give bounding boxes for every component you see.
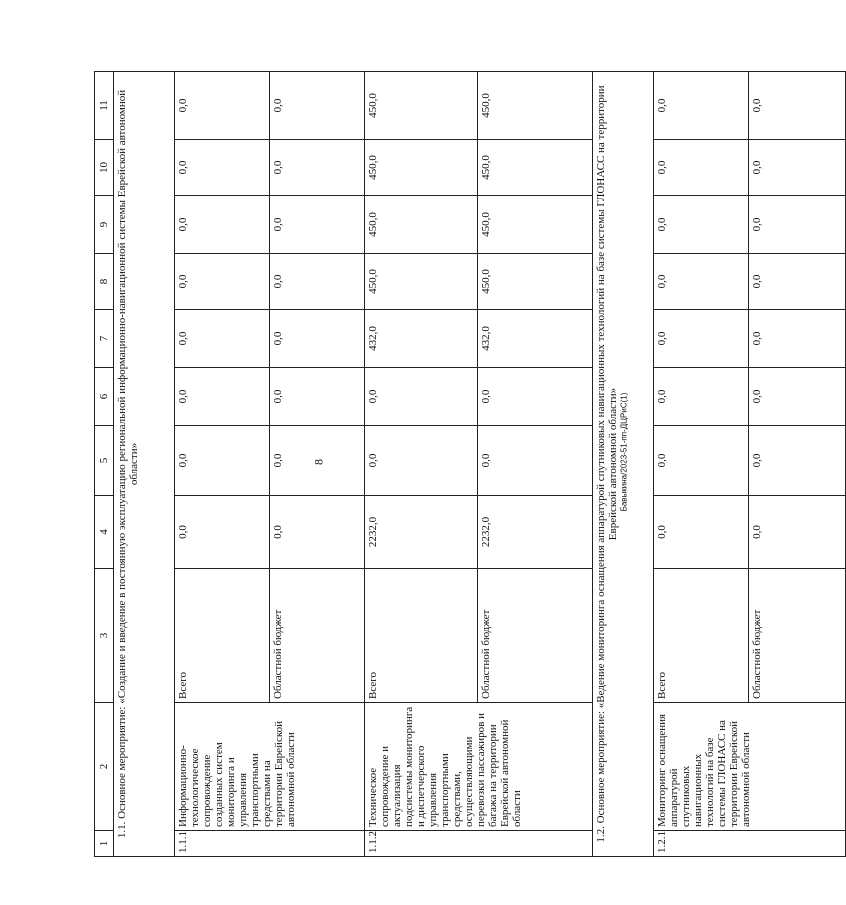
- data-row: [365, 72, 478, 857]
- item-name: Техническое сопровождение и актуализация подсистемы мониторинга и диспетчерского управления транспортными средствами, осуществляющими перевозки пассажиров и багажа на территории Еврейской автономной области: [365, 703, 593, 831]
- value-cell: 450,0: [478, 254, 593, 310]
- value-cell: 0,0: [175, 140, 270, 196]
- value-cell: 0,0: [175, 254, 270, 310]
- value-cell: 2232,0: [365, 496, 478, 569]
- value-cell: 0,0: [270, 196, 365, 254]
- item-code: 1.2.1: [654, 831, 846, 857]
- funding-source: Всего: [175, 569, 270, 703]
- value-cell: 432,0: [365, 310, 478, 368]
- column-header: 10: [95, 140, 114, 196]
- column-header: 5: [95, 426, 114, 496]
- funding-source: Всего: [365, 569, 478, 703]
- value-cell: 0,0: [270, 368, 365, 426]
- value-cell: 0,0: [654, 496, 749, 569]
- funding-source: Областной бюджет: [478, 569, 593, 703]
- value-cell: 0,0: [749, 196, 846, 254]
- value-cell: 450,0: [365, 140, 478, 196]
- column-header: 2: [95, 703, 114, 831]
- document-id-stamp: Бавыкина/2023-51-пп-ДЦРиС(1): [619, 392, 629, 512]
- item-name: Мониторинг оснащения аппаратурой спутниковых навигационных технологий на базе системы ГЛОНАСС на территории Еврейской автономной области: [654, 703, 846, 831]
- value-cell: 0,0: [654, 310, 749, 368]
- value-cell: 0,0: [270, 310, 365, 368]
- section-title: 1.2. Основное мероприятие: «Ведение мониторинга оснащения аппаратурой спутниковых навигационных технологий на базе системы ГЛОНАСС на территории Еврейской автономной области»: [593, 72, 654, 857]
- funding-source: Областной бюджет: [270, 569, 365, 703]
- value-cell: 450,0: [478, 140, 593, 196]
- value-cell: 0,0: [654, 368, 749, 426]
- value-cell: 0,0: [749, 496, 846, 569]
- data-row: [654, 72, 749, 857]
- value-cell: 0,0: [654, 426, 749, 496]
- value-cell: 0,0: [478, 368, 593, 426]
- column-header: 8: [95, 254, 114, 310]
- value-cell: 0,0: [654, 140, 749, 196]
- section-row: [593, 72, 654, 857]
- budget-table: [94, 71, 846, 857]
- table-body: [95, 72, 846, 857]
- page-number: 8: [311, 459, 326, 465]
- item-code: 1.1.1: [175, 831, 365, 857]
- value-cell: 450,0: [478, 196, 593, 254]
- value-cell: 0,0: [270, 254, 365, 310]
- value-cell: 450,0: [365, 254, 478, 310]
- value-cell: 0,0: [270, 496, 365, 569]
- value-cell: 0,0: [478, 426, 593, 496]
- value-cell: 0,0: [175, 426, 270, 496]
- value-cell: 0,0: [749, 254, 846, 310]
- item-name: Информационно-технологическое сопровождение созданных систем мониторинга и управления транспортными средствами на территории Еврейской автономной области: [175, 703, 365, 831]
- value-cell: 0,0: [175, 310, 270, 368]
- value-cell: 0,0: [365, 426, 478, 496]
- section-row: [114, 72, 175, 857]
- value-cell: 0,0: [654, 254, 749, 310]
- item-code: 1.1.2: [365, 831, 593, 857]
- value-cell: 0,0: [175, 72, 270, 140]
- value-cell: 0,0: [365, 368, 478, 426]
- funding-source: Областной бюджет: [749, 569, 846, 703]
- value-cell: 450,0: [365, 72, 478, 140]
- column-header: 7: [95, 310, 114, 368]
- value-cell: 450,0: [365, 196, 478, 254]
- value-cell: 0,0: [175, 496, 270, 569]
- value-cell: 0,0: [749, 426, 846, 496]
- column-header: 6: [95, 368, 114, 426]
- column-header: 11: [95, 72, 114, 140]
- value-cell: 0,0: [270, 72, 365, 140]
- value-cell: 0,0: [270, 426, 365, 496]
- value-cell: 0,0: [749, 72, 846, 140]
- value-cell: 0,0: [749, 310, 846, 368]
- value-cell: 432,0: [478, 310, 593, 368]
- section-title: 1.1. Основное мероприятие: «Создание и введение в постоянную эксплуатацию региональной информационно-навигационной системы Еврейской автономной области»: [114, 72, 175, 857]
- funding-source: Всего: [654, 569, 749, 703]
- value-cell: 0,0: [749, 368, 846, 426]
- value-cell: 0,0: [654, 196, 749, 254]
- column-header: 3: [95, 569, 114, 703]
- value-cell: 0,0: [749, 140, 846, 196]
- value-cell: 0,0: [175, 196, 270, 254]
- column-header: 9: [95, 196, 114, 254]
- value-cell: 2232,0: [478, 496, 593, 569]
- data-row: [175, 72, 270, 857]
- column-header: 1: [95, 831, 114, 857]
- value-cell: 450,0: [478, 72, 593, 140]
- column-header: 4: [95, 496, 114, 569]
- value-cell: 0,0: [654, 72, 749, 140]
- value-cell: 0,0: [175, 368, 270, 426]
- header-row: [95, 72, 114, 857]
- value-cell: 0,0: [270, 140, 365, 196]
